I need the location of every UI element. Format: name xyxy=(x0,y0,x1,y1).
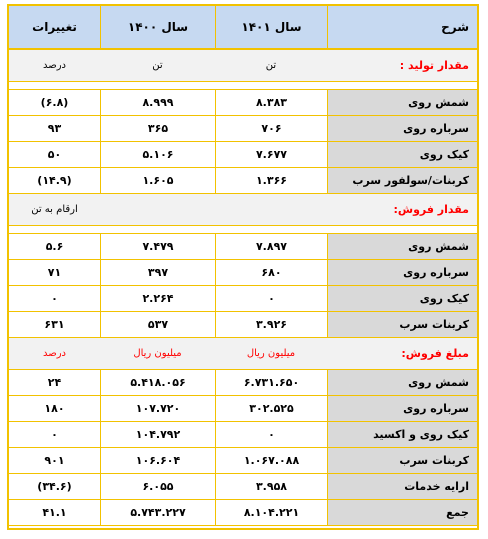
table-row xyxy=(9,396,477,422)
row-label: ارایه خدمات xyxy=(327,474,477,500)
value-1400: ۱۰۶.۶۰۴ xyxy=(100,448,215,474)
row-label: کربنات سرب xyxy=(327,312,477,338)
row-label: جمع xyxy=(327,500,477,526)
value-change: (۶.۸) xyxy=(9,90,100,116)
value-1400: ۷.۴۷۹ xyxy=(100,234,215,260)
section-title: مقدار فروش: xyxy=(327,194,477,226)
value-1400: ۸.۹۹۹ xyxy=(100,90,215,116)
value-change: ۵.۶ xyxy=(9,234,100,260)
value-1400: ۵۳۷ xyxy=(100,312,215,338)
table-row xyxy=(9,474,477,500)
report-table-frame xyxy=(7,4,479,530)
value-1400: ۵.۴۱۸.۰۵۶ xyxy=(100,370,215,396)
value-change: ۷۱ xyxy=(9,260,100,286)
value-1400: ۳۶۵ xyxy=(100,116,215,142)
value-1401: ۸.۳۸۳ xyxy=(215,90,327,116)
row-label: کیک روی xyxy=(327,286,477,312)
table-row xyxy=(9,370,477,396)
value-change: (۱۴.۹) xyxy=(9,168,100,194)
value-1400: ۲.۲۶۴ xyxy=(100,286,215,312)
row-label: کربنات/سولفور سرب xyxy=(327,168,477,194)
table-row xyxy=(9,286,477,312)
value-1401: ۳.۹۲۶ xyxy=(215,312,327,338)
header-change: تغییرات xyxy=(9,6,100,50)
header-year-1400: سال ۱۴۰۰ xyxy=(100,6,215,50)
header-desc: شرح xyxy=(327,6,477,50)
table-row xyxy=(9,90,477,116)
value-change: ۹۳ xyxy=(9,116,100,142)
value-1400: ۳۹۷ xyxy=(100,260,215,286)
unit-note: ارقام به تن xyxy=(9,194,100,226)
value-change: ۴۱.۱ xyxy=(9,500,100,526)
table-row xyxy=(9,312,477,338)
row-label: سرباره روی xyxy=(327,260,477,286)
value-1400: ۱۰۷.۷۲۰ xyxy=(100,396,215,422)
row-label: کیک روی و اکسید xyxy=(327,422,477,448)
row-label: شمش روی xyxy=(327,234,477,260)
header-row xyxy=(9,6,477,50)
section-production xyxy=(9,50,477,82)
spacer xyxy=(9,82,477,90)
value-change: ۹۰۱ xyxy=(9,448,100,474)
section-title: مقدار تولید : xyxy=(327,50,477,82)
value-change: ۲۴ xyxy=(9,370,100,396)
value-1401: ۷۰۶ xyxy=(215,116,327,142)
table-row xyxy=(9,142,477,168)
table-row xyxy=(9,234,477,260)
row-label: کربنات سرب xyxy=(327,448,477,474)
unit-1400: تن xyxy=(100,50,215,82)
value-1400: ۶.۰۵۵ xyxy=(100,474,215,500)
section-sales-quantity xyxy=(9,194,477,226)
spacer xyxy=(9,226,477,234)
value-1400: ۱۰۴.۷۹۲ xyxy=(100,422,215,448)
value-1401: ۷.۸۹۷ xyxy=(215,234,327,260)
value-1401: ۱.۰۶۷.۰۸۸ xyxy=(215,448,327,474)
unit-change: درصد xyxy=(9,338,100,370)
value-1400: ۵.۱۰۶ xyxy=(100,142,215,168)
report-table xyxy=(9,6,477,526)
unit-1400: میلیون ریال xyxy=(100,338,215,370)
value-1401: ۰ xyxy=(215,286,327,312)
unit-change: درصد xyxy=(9,50,100,82)
unit-1401: میلیون ریال xyxy=(215,338,327,370)
unit-1401: تن xyxy=(215,50,327,82)
value-1401: ۶.۷۳۱.۶۵۰ xyxy=(215,370,327,396)
row-label: شمش روی xyxy=(327,370,477,396)
value-1401: ۳.۹۵۸ xyxy=(215,474,327,500)
value-1401: ۸.۱۰۴.۲۲۱ xyxy=(215,500,327,526)
value-change: (۳۴.۶) xyxy=(9,474,100,500)
value-1400: ۱.۶۰۵ xyxy=(100,168,215,194)
value-1401: ۱.۳۶۶ xyxy=(215,168,327,194)
header-year-1401: سال ۱۴۰۱ xyxy=(215,6,327,50)
value-change: ۵۰ xyxy=(9,142,100,168)
value-1400: ۵.۷۴۳.۲۲۷ xyxy=(100,500,215,526)
total-row xyxy=(9,500,477,526)
value-1401: ۳۰۲.۵۲۵ xyxy=(215,396,327,422)
table-row xyxy=(9,422,477,448)
value-change: ۰ xyxy=(9,286,100,312)
section-sales-amount xyxy=(9,338,477,370)
row-label: کیک روی xyxy=(327,142,477,168)
table-row xyxy=(9,260,477,286)
table-row xyxy=(9,168,477,194)
table-row xyxy=(9,448,477,474)
value-1401: ۰ xyxy=(215,422,327,448)
value-1401: ۷.۶۷۷ xyxy=(215,142,327,168)
value-change: ۰ xyxy=(9,422,100,448)
row-label: سرباره روی xyxy=(327,116,477,142)
value-change: ۶۳۱ xyxy=(9,312,100,338)
row-label: سرباره روی xyxy=(327,396,477,422)
value-1401: ۶۸۰ xyxy=(215,260,327,286)
row-label: شمش روی xyxy=(327,90,477,116)
section-title: مبلغ فروش: xyxy=(327,338,477,370)
value-change: ۱۸۰ xyxy=(9,396,100,422)
table-row xyxy=(9,116,477,142)
